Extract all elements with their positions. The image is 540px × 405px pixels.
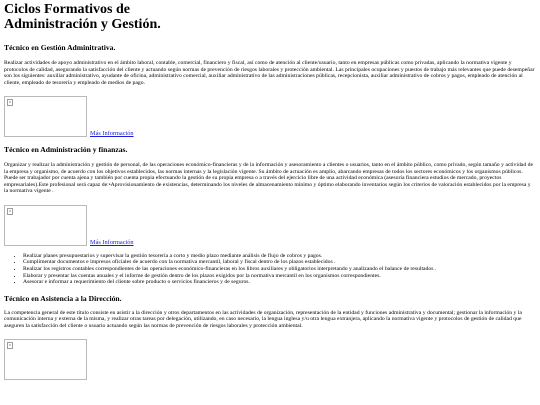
section-image-row bbox=[4, 205, 536, 246]
page-title-line-1: Ciclos Formativos de bbox=[4, 2, 130, 17]
list-item: • Realizar los registros contables correspondientes de las operaciones económico-financieras en los libros auxiliares y obligatorios interpretando y analizando el balance de resultados . bbox=[23, 266, 536, 273]
mas-informacion-link[interactable]: Más Información bbox=[90, 238, 134, 246]
broken-image-icon bbox=[7, 99, 13, 106]
list-item: • Asesorar e informar a requerimiento del cliente sobre producto o servicios financieros y de seguros. bbox=[23, 279, 536, 286]
section-text-gestion-administrativa: Realizar actividades de apoyo administrativo en el ámbito laboral, contable, comercial, financiero y fiscal, así como de atención al cliente/usuario, tanto en empresas públicas como privadas, aplicando la normativa vigente y protocolos de calidad, asegurando la satisfacción del cliente y actuando según normas de prevención de riesgos laborales y protección ambiental. Las principales ocupaciones y puestos de trabajo más relevantes que puede desempeñar son los siguientes: auxiliar administrativo, ayudante de oficina, administrativo comercial, auxiliar administrativo de las administraciones públicas, recepcionista, auxiliar administrativo de cobros y pagos, empleado de atención al cliente, empleado de tesorería y empleado de medios de pago. bbox=[4, 60, 535, 86]
section-text-asistencia-direccion: La competencia general de este título consiste en asistir a la dirección y otros departamentos en las actividades de organización, representación de la entidad y funciones administrativa y documental; gestionar la información y la comunicación interna y externa de la misma, y realizar otras tareas por delegación, utilizando, en caso necesario, la lengua inglesa y/u otra lengua extranjera, aplicando la normativa vigente y protocolos de gestión de calidad que aseguren la satisfacción del cliente o usuario actuando según las normas de prevención de riesgos laborales y protección ambiental. bbox=[4, 309, 522, 329]
broken-image-placeholder bbox=[4, 205, 87, 246]
page-title-line-2: Administración y Gestión. bbox=[4, 17, 161, 32]
broken-image-placeholder bbox=[4, 96, 87, 137]
section-heading-administracion-finanzas: Técnico en Administración y finanzas. bbox=[4, 145, 128, 155]
mas-informacion-link[interactable]: Más Información bbox=[90, 130, 134, 138]
broken-image-icon bbox=[7, 342, 13, 349]
list-item: • Realizar planes presupuestarios y supervisar la gestión tesorería a corto y medio plazo mediante análisis de flujo de cobros y pagos. bbox=[23, 253, 536, 260]
list-item: • Elaborar y presentar las cuentas anuales y el informe de gestión dentro de los plazos exigidos por la normativa mercantil en los organismos correspondientes. bbox=[23, 273, 536, 280]
page-title bbox=[4, 2, 536, 32]
section-image-row bbox=[4, 96, 536, 137]
broken-image-icon bbox=[7, 208, 13, 215]
section-heading-asistencia-direccion: Técnico en Asistencia a la Dirección. bbox=[4, 293, 122, 303]
list-item: • Cumplimentar documentos e impresos oficiales de acuerdo con la normativa mercantil, laboral y fiscal dentro de los plazos establecidos . bbox=[23, 259, 536, 266]
section-heading-gestion-administrativa: Técnico en Gestión Adminitrativa. bbox=[4, 43, 116, 52]
section-text-administracion-finanzas: Organizar y realizar la administración y gestión de personal, de las operaciones económico-financieras y de la información y asesoramiento a clientes o usuarios, tanto en el ámbito público, como privado, según tamaño y actividad de la empresa y organismo, de acuerdo con los objetivos establecidos, las normas internas y la legislación vigente. Su ámbito de actuación es amplio, abarcando empresas de todos los sectores económicos y los organismos públicos. Puede ser trabajador por cuenta ajena y también por cuenta propia efectuando la gestión de su propia empresa o a través del ejercicio libre de una actividad económica (asesoría financiera estudios de mercado, proyectos empresariales).Este profesional será capaz de:•Aprovisionamiento de existencias, determinando los niveles de almacenamiento mínimo y óptimo elaborando inventarios según los criterios de valoración establecidos por la empresa y la normativa vigente . bbox=[4, 162, 533, 195]
skills-list bbox=[4, 253, 536, 286]
section-image-row bbox=[4, 339, 536, 380]
page-content bbox=[4, 2, 536, 380]
broken-image-placeholder bbox=[4, 339, 87, 380]
